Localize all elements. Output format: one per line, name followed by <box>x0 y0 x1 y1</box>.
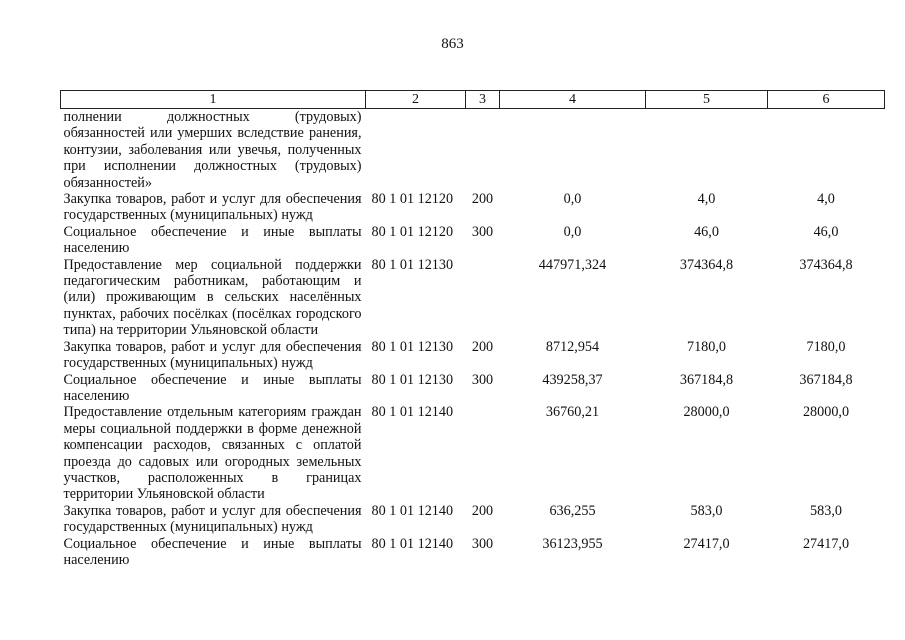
row-value-2019: 0,0 <box>563 223 582 240</box>
header-cell: 6 <box>768 91 885 109</box>
header-cell: 1 <box>61 91 366 109</box>
row-value-2021: 46,0 <box>813 223 839 240</box>
row-value-2021: 374364,8 <box>799 256 853 273</box>
row-name: Предоставление отдельным категориям граждан меры социальной поддержки в форме денежной компенсации расходов, связанных с оплатой проезда до садовых или огородных земельных участков, расположенных в границах территории Ульяновской области <box>63 404 362 503</box>
row-code: 80 1 01 12140 <box>371 535 454 552</box>
table-row <box>61 404 885 502</box>
table-row <box>61 109 885 192</box>
page-number: 863 <box>441 36 464 52</box>
row-code <box>366 109 466 192</box>
table-row <box>61 339 885 372</box>
row-value-2020 <box>646 109 768 192</box>
row-vr <box>466 257 500 339</box>
row-value-2020: 27417,0 <box>683 535 730 552</box>
table-row <box>61 257 885 339</box>
row-vr <box>466 109 500 192</box>
row-value-2020: 583,0 <box>690 502 723 519</box>
row-name: полнении должностных (трудовых) обязанностей или умерших вследствие ранения, контузии, заболевания или увечья, полученных при исполнении должностных (трудовых) обязанностей» <box>63 109 362 191</box>
row-value-2019: 0,0 <box>563 191 582 208</box>
row-value-2021: 367184,8 <box>799 371 853 388</box>
table-row <box>61 372 885 405</box>
row-name: Социальное обеспечение и иные выплаты населению <box>63 223 362 257</box>
row-value-2021: 4,0 <box>817 191 835 208</box>
row-value-2019: 447971,324 <box>538 256 607 273</box>
row-vr: 300 <box>471 371 494 388</box>
row-vr: 300 <box>471 535 494 552</box>
row-value-2019: 36123,955 <box>542 535 603 552</box>
header-cell: 4 <box>500 91 646 109</box>
row-code: 80 1 01 12140 <box>371 502 454 519</box>
row-value-2020: 7180,0 <box>686 338 726 355</box>
row-vr: 200 <box>471 338 494 355</box>
header-row <box>61 91 885 109</box>
row-value-2021: 7180,0 <box>806 338 846 355</box>
table-row <box>61 191 885 224</box>
row-code: 80 1 01 12120 <box>371 191 454 208</box>
row-code: 80 1 01 12130 <box>371 338 454 355</box>
header-cell: 3 <box>466 91 500 109</box>
row-name: Закупка товаров, работ и услуг для обеспечения государственных (муниципальных) нужд <box>63 191 362 224</box>
row-vr: 300 <box>471 223 494 240</box>
row-value-2019 <box>500 109 646 192</box>
budget-table <box>60 90 885 568</box>
row-value-2019: 8712,954 <box>545 338 600 355</box>
row-vr: 200 <box>471 502 494 519</box>
table-row <box>61 536 885 569</box>
row-code: 80 1 01 12130 <box>371 256 454 273</box>
row-value-2021 <box>768 109 885 192</box>
row-value-2021: 27417,0 <box>802 535 850 552</box>
row-code: 80 1 01 12140 <box>371 404 454 421</box>
table-row <box>61 503 885 536</box>
row-vr: 200 <box>471 191 494 208</box>
row-value-2021: 28000,0 <box>802 404 850 421</box>
row-value-2020: 28000,0 <box>683 404 730 421</box>
row-value-2020: 46,0 <box>694 223 719 240</box>
row-name: Закупка товаров, работ и услуг для обеспечения государственных (муниципальных) нужд <box>63 502 362 536</box>
row-name: Социальное обеспечение и иные выплаты населению <box>63 535 362 568</box>
row-code: 80 1 01 12120 <box>371 223 454 240</box>
header-cell: 2 <box>366 91 466 109</box>
row-vr <box>466 404 500 502</box>
row-code: 80 1 01 12130 <box>371 371 454 388</box>
row-value-2019: 36760,21 <box>545 404 600 421</box>
table-row <box>61 224 885 257</box>
row-value-2020: 4,0 <box>697 191 716 208</box>
row-value-2020: 367184,8 <box>679 371 734 388</box>
row-value-2020: 374364,8 <box>679 256 734 273</box>
row-value-2021: 583,0 <box>810 502 842 519</box>
row-name: Закупка товаров, работ и услуг для обеспечения государственных (муниципальных) нужд <box>63 338 362 372</box>
header-cell: 5 <box>646 91 768 109</box>
row-name: Предоставление мер социальной поддержки педагогическим работникам, работающим и (или) проживающим в сельских населённых пунктах, рабочих посёлках (посёлках городского типа) на территории Ульяновской области <box>63 256 362 339</box>
row-value-2019: 439258,37 <box>542 371 603 388</box>
row-name: Социальное обеспечение и иные выплаты населению <box>63 371 362 404</box>
row-value-2019: 636,255 <box>549 502 596 519</box>
